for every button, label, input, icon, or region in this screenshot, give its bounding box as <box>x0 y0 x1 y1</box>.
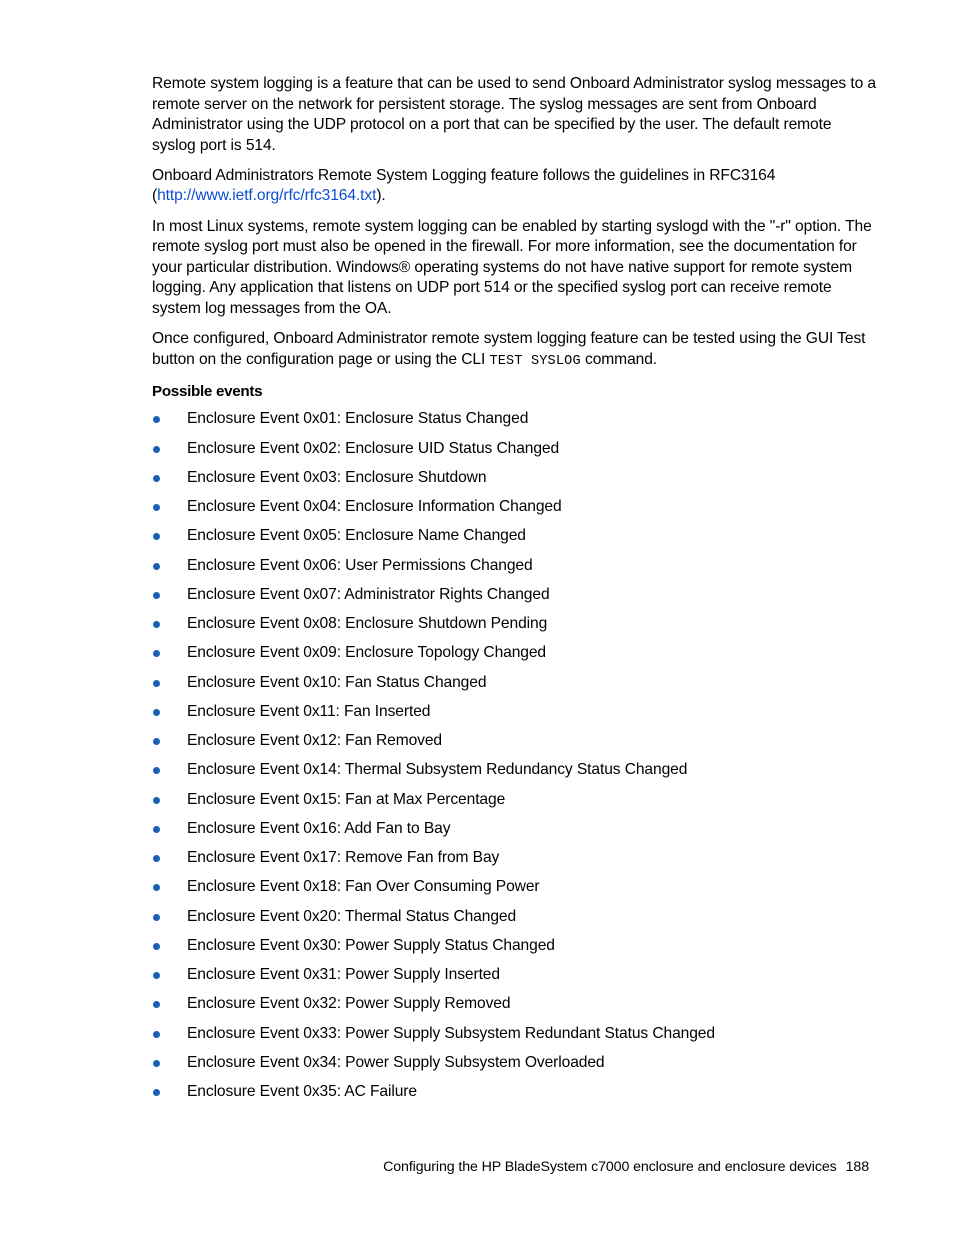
section-heading-possible-events: Possible events <box>152 382 263 400</box>
bullet-icon <box>153 475 160 482</box>
event-text: Enclosure Event 0x16: Add Fan to Bay <box>187 819 451 837</box>
event-text: Enclosure Event 0x02: Enclosure UID Status Changed <box>187 439 560 457</box>
page-number: 188 <box>845 1159 869 1175</box>
bullet-icon <box>153 855 160 862</box>
event-text: Enclosure Event 0x07: Administrator Rights Changed <box>187 585 550 603</box>
list-item <box>152 877 876 906</box>
bullet-icon <box>153 650 160 657</box>
event-text: Enclosure Event 0x33: Power Supply Subsystem Redundant Status Changed <box>187 1024 715 1042</box>
event-text: Enclosure Event 0x08: Enclosure Shutdown Pending <box>187 615 548 633</box>
list-item <box>152 409 876 438</box>
bullet-icon <box>153 767 160 774</box>
paragraph-linux-setup: In most Linux systems, remote system logging can be enabled by starting syslogd with the "-r" option. The remote syslog port must also be opened in the firewall. For more information, see the documentation for your particular distribution. Windows® operating systems do not have native support for remote system logging. Any application that listens on UDP port 514 or the specified syslog port can receive remote system log messages from the OA. <box>152 217 872 317</box>
event-text: Enclosure Event 0x06: User Permissions Changed <box>187 556 533 574</box>
bullet-icon <box>153 533 160 540</box>
bullet-icon <box>153 914 160 921</box>
bullet-icon <box>153 680 160 687</box>
rfc-text-before: Onboard Administrators Remote System Logging feature follows the guidelines in RFC3164 ( <box>152 166 776 205</box>
list-item <box>152 1024 876 1053</box>
bullet-icon <box>153 709 160 716</box>
list-item <box>152 848 876 877</box>
bullet-icon <box>153 972 160 979</box>
bullet-icon <box>153 826 160 833</box>
event-text: Enclosure Event 0x31: Power Supply Inserted <box>187 966 500 984</box>
event-text: Enclosure Event 0x35: AC Failure <box>187 1083 417 1101</box>
list-item <box>152 585 876 614</box>
page-footer <box>383 1157 869 1177</box>
event-text: Enclosure Event 0x34: Power Supply Subsystem Overloaded <box>187 1053 605 1071</box>
event-text: Enclosure Event 0x17: Remove Fan from Bay <box>187 849 500 867</box>
list-item <box>152 556 876 585</box>
bullet-icon <box>153 563 160 570</box>
event-text: Enclosure Event 0x11: Fan Inserted <box>187 702 431 720</box>
bullet-icon <box>153 943 160 950</box>
list-item <box>152 731 876 760</box>
bullet-icon <box>153 738 160 745</box>
bullet-icon <box>153 446 160 453</box>
list-item <box>152 526 876 555</box>
event-text: Enclosure Event 0x20: Thermal Status Changed <box>187 907 517 925</box>
list-item <box>152 702 876 731</box>
paragraph-testing <box>152 329 876 372</box>
footer-title: Configuring the HP BladeSystem c7000 enclosure and enclosure devices <box>383 1159 837 1175</box>
list-item <box>152 468 876 497</box>
event-text: Enclosure Event 0x10: Fan Status Changed <box>187 673 487 691</box>
event-text: Enclosure Event 0x03: Enclosure Shutdown <box>187 468 487 486</box>
event-text: Enclosure Event 0x12: Fan Removed <box>187 732 443 750</box>
cli-command: TEST SYSLOG <box>489 353 581 369</box>
list-item <box>152 439 876 468</box>
bullet-icon <box>153 621 160 628</box>
testing-text-before: Once configured, Onboard Administrator remote system logging feature can be tested using the GUI Test button on the configuration page or using the CLI <box>152 330 866 368</box>
bullet-icon <box>153 797 160 804</box>
bullet-icon <box>153 592 160 599</box>
bullet-icon <box>153 504 160 511</box>
list-item <box>152 936 876 965</box>
list-item <box>152 819 876 848</box>
list-item <box>152 994 876 1023</box>
list-item <box>152 1082 876 1111</box>
event-text: Enclosure Event 0x14: Thermal Subsystem Redundancy Status Changed <box>187 761 688 779</box>
list-item <box>152 760 876 789</box>
bullet-icon <box>153 1031 160 1038</box>
bullet-icon <box>153 1060 160 1067</box>
bullet-icon <box>153 1001 160 1008</box>
paragraph-remote-logging-intro: Remote system logging is a feature that can be used to send Onboard Administrator syslog messages to a remote server on the network for persistent storage. The syslog messages are sent from Onboard Administrator using the UDP protocol on a port that can be specified by the user. The default remote syslog port is 514. <box>152 75 876 154</box>
paragraph-rfc-guidelines <box>152 166 876 207</box>
events-list <box>152 409 876 1111</box>
event-text: Enclosure Event 0x32: Power Supply Removed <box>187 995 511 1013</box>
event-text: Enclosure Event 0x30: Power Supply Status Changed <box>187 936 555 954</box>
event-text: Enclosure Event 0x05: Enclosure Name Changed <box>187 527 526 545</box>
rfc-text-after: ). <box>376 187 386 205</box>
event-text: Enclosure Event 0x04: Enclosure Information Changed <box>187 498 562 516</box>
list-item <box>152 614 876 643</box>
bullet-icon <box>153 1089 160 1096</box>
event-text: Enclosure Event 0x18: Fan Over Consuming Power <box>187 878 540 896</box>
event-text: Enclosure Event 0x01: Enclosure Status Changed <box>187 410 529 428</box>
list-item <box>152 673 876 702</box>
event-text: Enclosure Event 0x15: Fan at Max Percentage <box>187 790 506 808</box>
bullet-icon <box>153 416 160 423</box>
event-text: Enclosure Event 0x09: Enclosure Topology Changed <box>187 644 547 662</box>
rfc3164-link[interactable]: http://www.ietf.org/rfc/rfc3164.txt <box>157 187 377 205</box>
list-item <box>152 907 876 936</box>
list-item <box>152 497 876 526</box>
testing-text-after: command. <box>580 350 658 368</box>
list-item <box>152 1053 876 1082</box>
list-item <box>152 643 876 672</box>
list-item <box>152 790 876 819</box>
document-body <box>152 74 876 1111</box>
bullet-icon <box>153 884 160 891</box>
list-item <box>152 965 876 994</box>
